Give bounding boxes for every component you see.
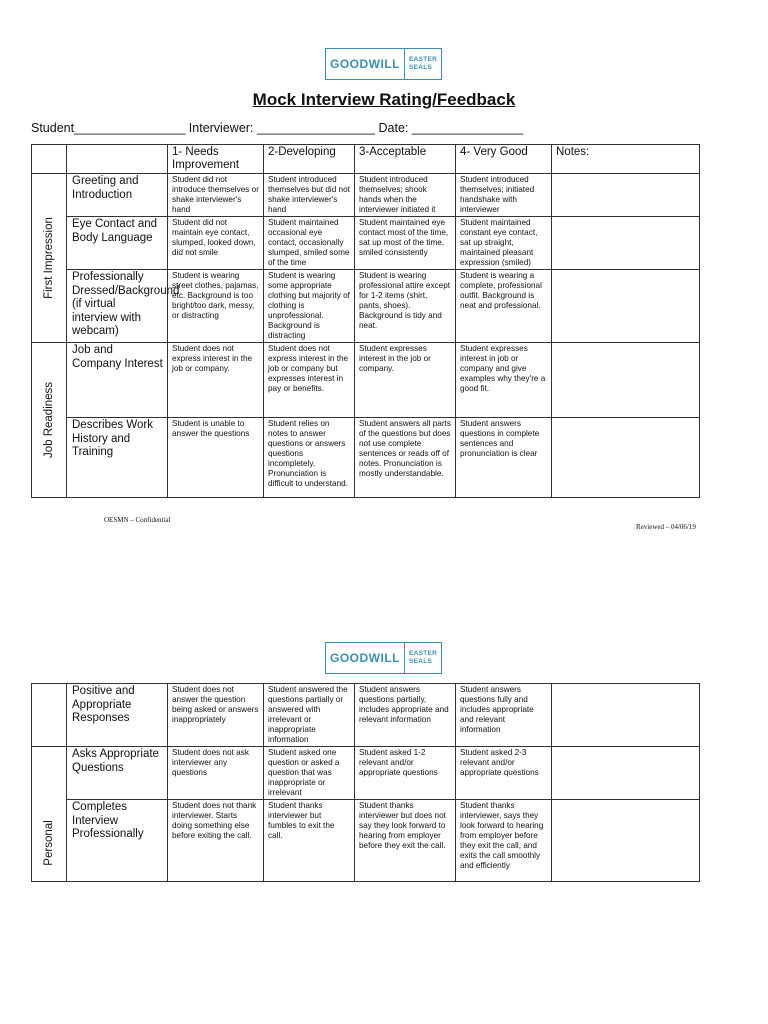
rating-cell: Student answers all parts of the questions but does not use complete sentences or reads off of notes. Pronunciation is mostly understandable. [355,418,456,498]
table-row [32,684,700,747]
rating-cell: Student is wearing street clothes, pajamas, etc. Background is too bright/too dark, messy, or distracting [168,270,264,343]
rubric-table-2 [31,683,700,882]
notes-cell[interactable] [552,684,700,747]
header-acceptable: 3-Acceptable [355,145,456,174]
rating-cell: Student is wearing a complete, professional outfit. Background is neat and professional. [456,270,552,343]
rating-cell: Student thanks interviewer, says they look forward to hearing from employer before they exit the call, and exits the call smoothly and efficiently [456,800,552,882]
criterion-label: Positive and Appropriate Responses [67,684,168,747]
rating-cell: Student does not answer the question being asked or answers inappropriately [168,684,264,747]
logo-subtext: EASTER SEALS [409,56,438,71]
rating-cell: Student is wearing some appropriate clothing but majority of clothing is unprofessional. Background is distracting [264,270,355,343]
table-row [32,270,700,343]
rating-cell: Student did not introduce themselves or shake interviewer's hand [168,174,264,217]
rating-cell: Student does not express interest in the job or company. [168,343,264,418]
table-row [32,418,700,498]
criterion-label: Professionally Dressed/Background (if virtual interview with webcam) [67,270,168,343]
rating-cell: Student maintained eye contact most of the time, sat up most of the time, smiled consistently [355,217,456,270]
table-row [32,217,700,270]
rating-cell: Student does not thank interviewer. Starts doing something else before exiting the call. [168,800,264,882]
rating-cell: Student does not express interest in the job or company but expresses interest in pay or benefits. [264,343,355,418]
rating-cell: Student does not ask interviewer any questions [168,747,264,800]
corner-cell [32,145,67,174]
category-job-readiness: Job Readiness [32,343,67,498]
page-title: Mock Interview Rating/Feedback [252,90,516,109]
rating-cell: Student asked one question or asked a question that was inappropriate or irrelevant [264,747,355,800]
rating-cell: Student maintained constant eye contact, sat up straight, maintained pleasant expression (smiled) [456,217,552,270]
rating-cell: Student answers questions in complete sentences and pronunciation is clear [456,418,552,498]
table-row [32,800,700,882]
criterion-label: Asks Appropriate Questions [67,747,168,800]
logo-subtext: EASTER SEALS [409,650,438,665]
notes-cell[interactable] [552,270,700,343]
rating-cell: Student thanks interviewer but fumbles to exit the call. [264,800,355,882]
table-row [32,747,700,800]
logo-wordmark: GOODWILL [326,49,405,79]
rating-cell: Student introduced themselves but did not shake interviewer's hand [264,174,355,217]
goodwill-logo [325,48,442,80]
rating-cell: Student thanks interviewer but does not say they look forward to hearing from employer before they exit the call. [355,800,456,882]
rating-cell: Student answers questions partially, includes appropriate and relevant information [355,684,456,747]
notes-cell[interactable] [552,343,700,418]
table-row [32,174,700,217]
rating-cell: Student expresses interest in the job or company. [355,343,456,418]
rating-cell: Student asked 1-2 relevant and/or appropriate questions [355,747,456,800]
criterion-label: Describes Work History and Training [67,418,168,498]
notes-cell[interactable] [552,217,700,270]
criterion-label: Completes Interview Professionally [67,800,168,882]
rating-cell: Student maintained occasional eye contact, occasionally slumped, smiled some of the time [264,217,355,270]
rating-cell: Student introduced themselves; initiated handshake with interviewer [456,174,552,217]
rubric-table-1 [31,144,700,498]
notes-cell[interactable] [552,747,700,800]
header-developing: 2-Developing [264,145,355,174]
notes-cell[interactable] [552,418,700,498]
criterion-label: Eye Contact and Body Language [67,217,168,270]
goodwill-logo [325,642,442,674]
rating-cell: Student is wearing professional attire except for 1-2 items (shirt, pants, shoes). Background is tidy and neat. [355,270,456,343]
table-row [32,343,700,418]
rating-cell: Student answers questions fully and includes appropriate and relevant information [456,684,552,747]
criterion-label: Greeting and Introduction [67,174,168,217]
rating-cell: Student asked 2-3 relevant and/or appropriate questions [456,747,552,800]
rating-cell: Student did not maintain eye contact, slumped, looked down, did not smile [168,217,264,270]
notes-cell[interactable] [552,174,700,217]
header-needs-improvement: 1- Needs Improvement [168,145,264,174]
category-blank-cell [32,684,67,747]
category-personal: Personal [32,747,67,882]
rating-cell: Student answered the questions partially or answered with irrelevant or inappropriate information [264,684,355,747]
rating-cell: Student expresses interest in job or company and give examples why they're a good fit. [456,343,552,418]
footer-confidential: OESMN – Confidential [104,516,171,524]
student-info-line: Student________________ Interviewer: _________________ Date: ________________ [31,121,524,135]
notes-cell[interactable] [552,800,700,882]
logo-wordmark: GOODWILL [326,643,405,673]
header-very-good: 4- Very Good [456,145,552,174]
rating-cell: Student relies on notes to answer questions or answers questions incompletely. Pronunciation is difficult to understand. [264,418,355,498]
header-notes: Notes: [552,145,700,174]
footer-reviewed-date: Reviewed – 04/06/19 [636,523,696,531]
header-row [32,145,700,174]
criterion-label: Job and Company Interest [67,343,168,418]
rating-cell: Student introduced themselves; shook hands when the interviewer initiated it [355,174,456,217]
rating-cell: Student is unable to answer the questions [168,418,264,498]
category-first-impression: First Impression [32,174,67,343]
criterion-header [67,145,168,174]
